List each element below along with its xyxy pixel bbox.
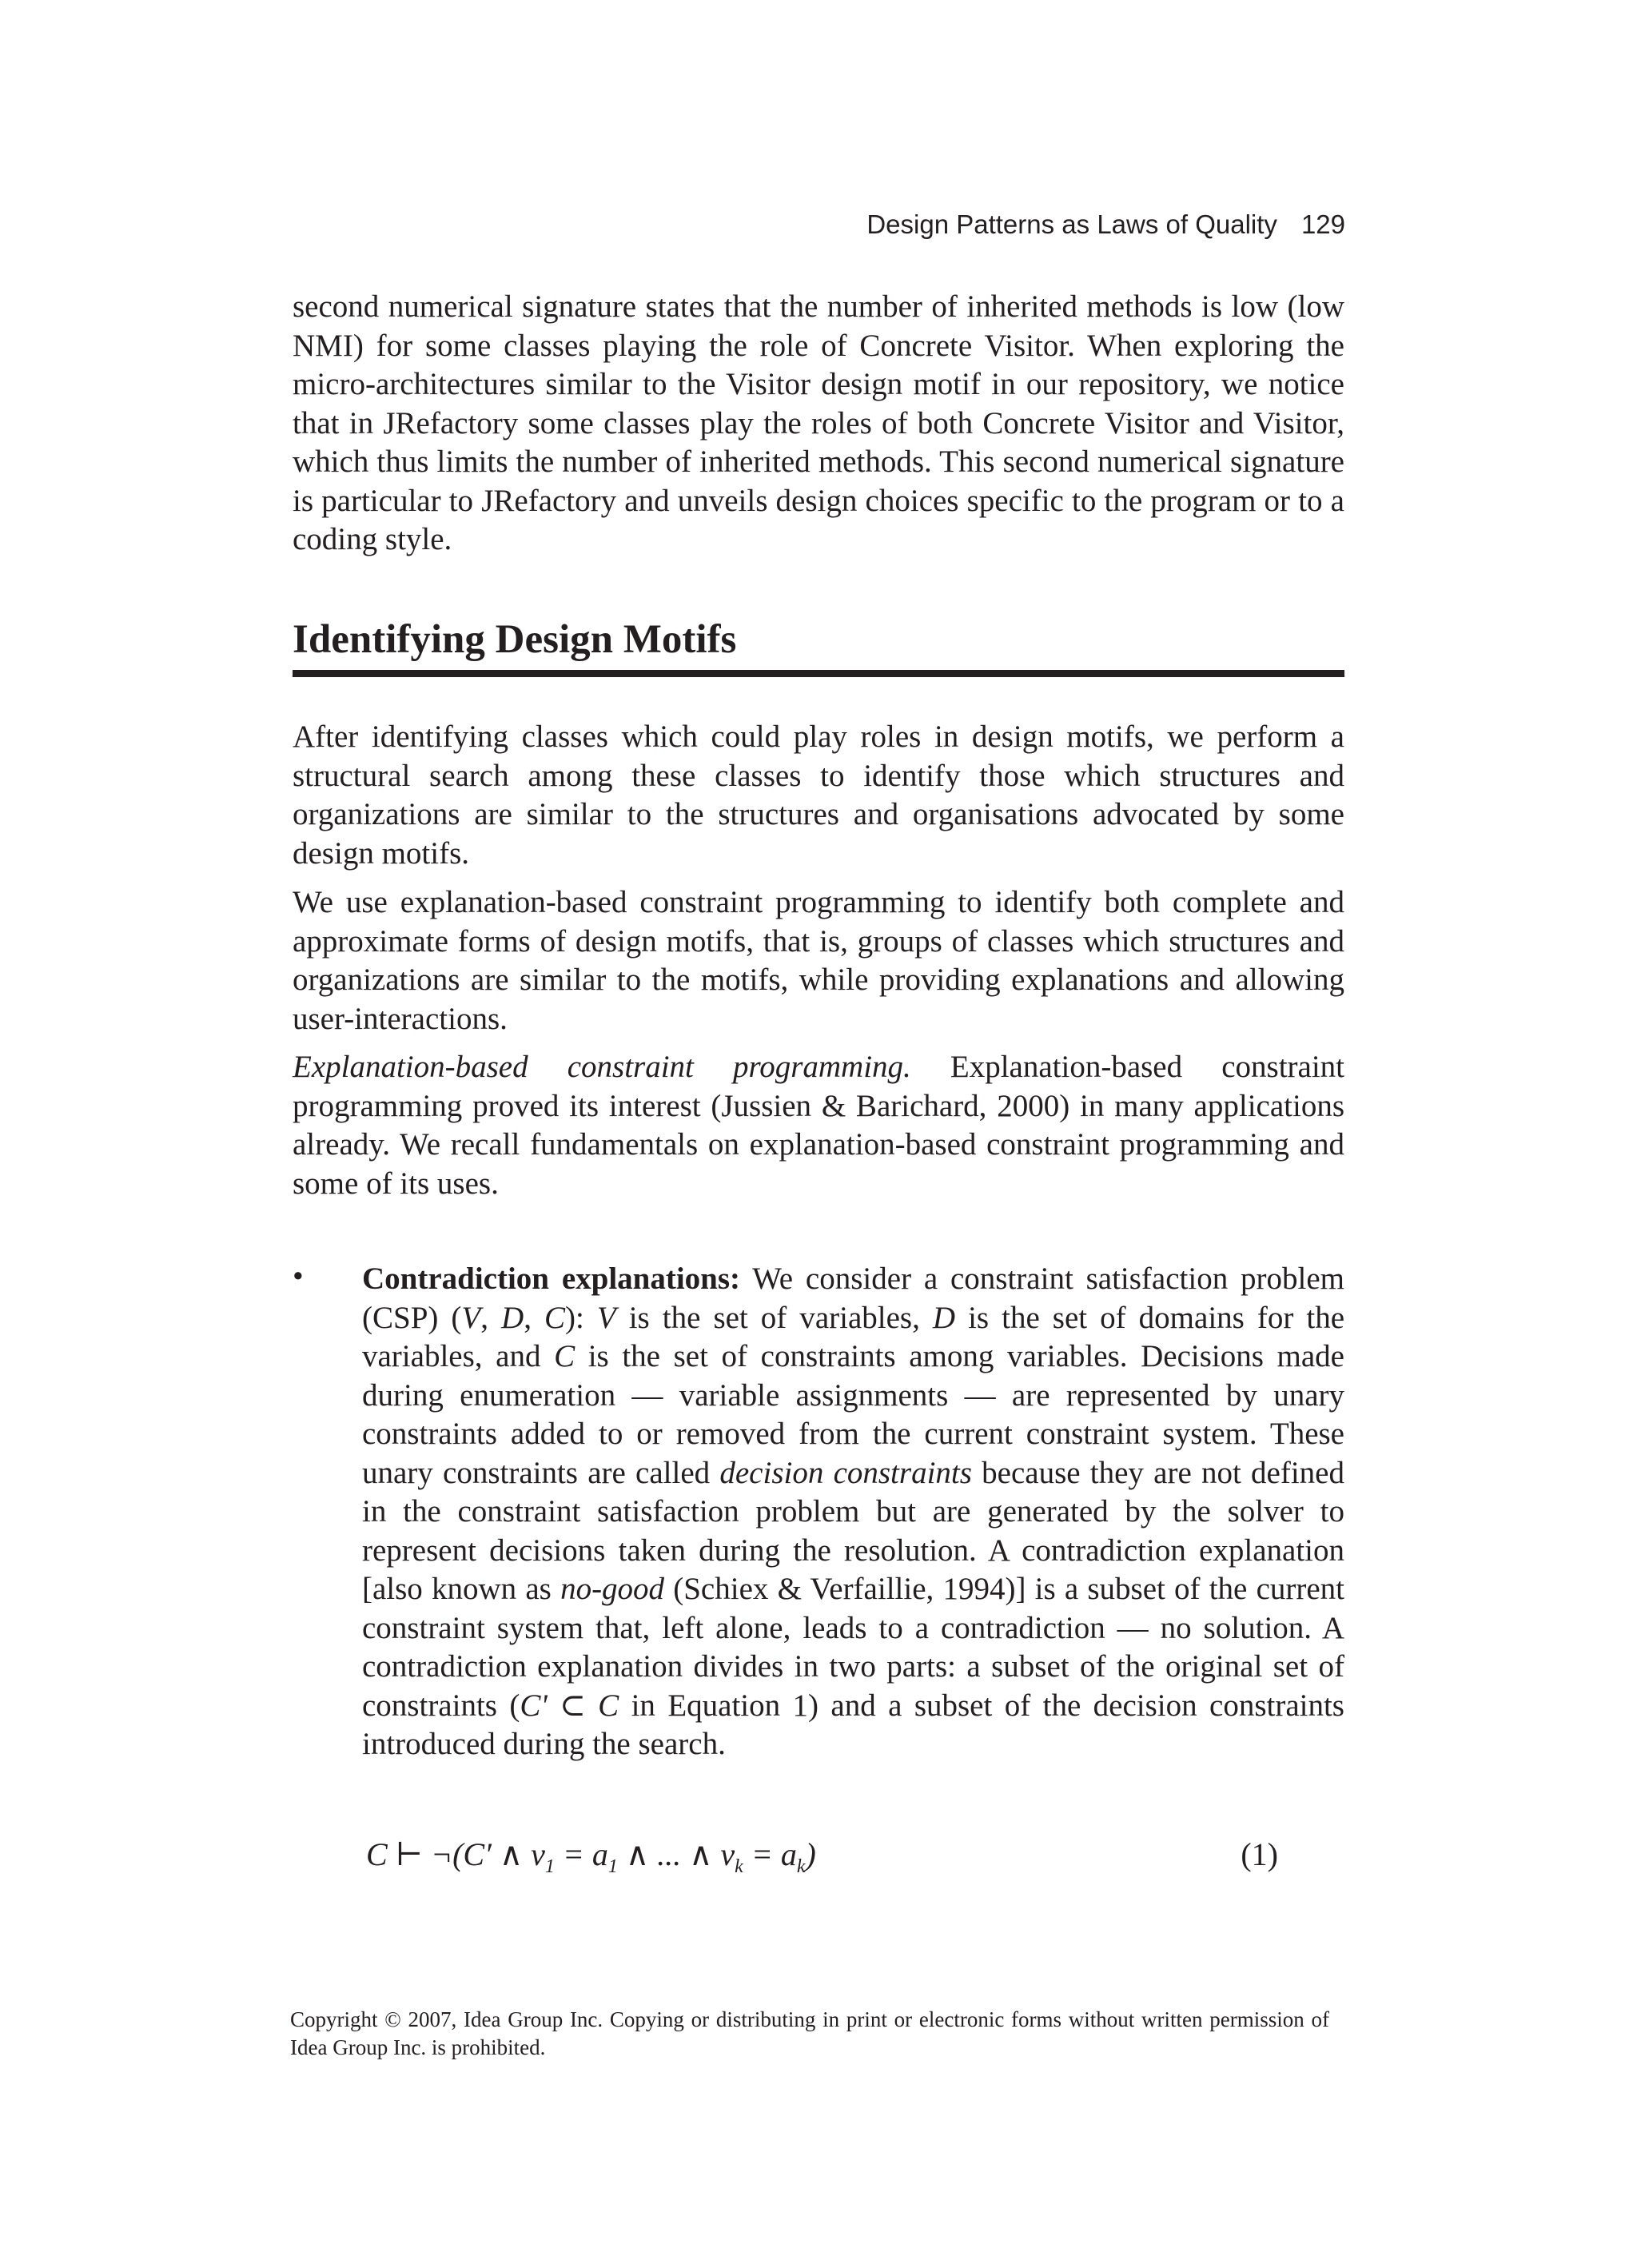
- decision-constraints-term: decision constraints: [719, 1455, 972, 1490]
- eq-lhs: C ⊢ ¬(C′ ∧ v: [366, 1836, 545, 1872]
- var-C: C: [544, 1300, 565, 1335]
- paragraph-3-lead: Explanation-based constraint programming.: [293, 1050, 911, 1084]
- bullet-comma-1: ,: [480, 1300, 502, 1335]
- bullet-contradiction-explanations: [362, 1260, 1344, 1764]
- var-C-2: C: [554, 1339, 576, 1373]
- bullet-text-4: is the set of domains for the variables, and: [362, 1300, 1345, 1373]
- paragraph-1: After identifying classes which could play roles in design motifs, we perform a structural search among these classes to identify those which structures and organizations are similar to the structures and organisations advocated by some design motifs.: [293, 719, 1344, 871]
- eq-sub-2: 1: [607, 1856, 618, 1877]
- copyright-notice: Copyright © 2007, Idea Group Inc. Copying or distributing in print or electronic forms without written permission of Idea Group Inc. is prohibited.: [290, 2007, 1329, 2059]
- equation-1: [366, 1836, 816, 1878]
- var-D-2: D: [932, 1300, 956, 1335]
- var-D: D: [501, 1300, 524, 1335]
- bullet-text-6: because they are not defined in the constraint satisfaction problem but are generated by the solver to represent decisions taken during the resolution. A contradiction explanation [also known as: [362, 1455, 1344, 1606]
- paragraph-2: We use explanation-based constraint programming to identify both complete and approximate forms of design motifs, that is, groups of classes which structures and organizations are similar to the motifs, while providing explanations and allowing user-interactions.: [293, 885, 1344, 1036]
- subset-expression: C' ⊂ C: [520, 1688, 619, 1723]
- eq-mid-3: = a: [743, 1836, 797, 1872]
- eq-sub-4: k: [796, 1856, 806, 1877]
- var-V: V: [461, 1300, 481, 1335]
- section-heading: Identifying Design Motifs: [293, 616, 1344, 677]
- bullet-text-3: is the set of variables,: [615, 1300, 933, 1335]
- eq-mid-1: = a: [554, 1836, 608, 1872]
- running-header: [866, 209, 1345, 240]
- bullet-comma-2: ,: [524, 1300, 544, 1335]
- bullet-text-1: We consider a constraint satisfaction problem (CSP) (: [362, 1262, 1344, 1335]
- eq-mid-2: ∧ ... ∧ v: [617, 1836, 735, 1872]
- equation-number: (1): [1241, 1836, 1278, 1872]
- paragraph-3: [293, 1048, 1344, 1203]
- var-V-2: V: [596, 1300, 616, 1335]
- bullet-marker: •: [293, 1259, 304, 1293]
- bullet-text-5: is the set of constraints among variables. Decisions made during enumeration — variable assignments — are represented by unary constraints added to or removed from the current constraint system. These unary constraints are called: [362, 1339, 1344, 1490]
- eq-rhs: ): [805, 1836, 816, 1872]
- eq-sub-1: 1: [544, 1856, 555, 1877]
- bullet-text-8: in Equation 1) and a subset of the decision constraints introduced during the search.: [362, 1688, 1344, 1761]
- no-good-term: no-good: [560, 1572, 665, 1606]
- running-title: Design Patterns as Laws of Quality: [866, 209, 1277, 239]
- eq-sub-3: k: [735, 1856, 743, 1877]
- bullet-text-2: ):: [565, 1300, 597, 1335]
- bullet-title: Contradiction explanations:: [362, 1262, 741, 1296]
- bullet-text-7: (Schiex & Verfaillie, 1994)] is a subset of the current constraint system that, left alone, leads to a contradiction — no solution. A contradiction explanation divides in two parts: a subset of the original set of constraints (: [362, 1572, 1344, 1723]
- intro-paragraph: second numerical signature states that the number of inherited methods is low (low NMI) for some classes playing the role of Concrete Visitor. When exploring the micro-architectures similar to the Visitor design motif in our repository, we notice that in JRefactory some classes play the roles of both Concrete Visitor and Visitor, which thus limits the number of inherited methods. This second numerical signature is particular to JRefactory and unveils design choices specific to the program or to a coding style.: [293, 289, 1344, 556]
- paragraph-3-text: Explanation-based constraint programming proved its interest (Jussien & Barichard, 2000) in many applications already. We recall fundamentals on explanation-based constraint programming and some of its uses.: [293, 1050, 1345, 1201]
- page-number: 129: [1300, 209, 1345, 239]
